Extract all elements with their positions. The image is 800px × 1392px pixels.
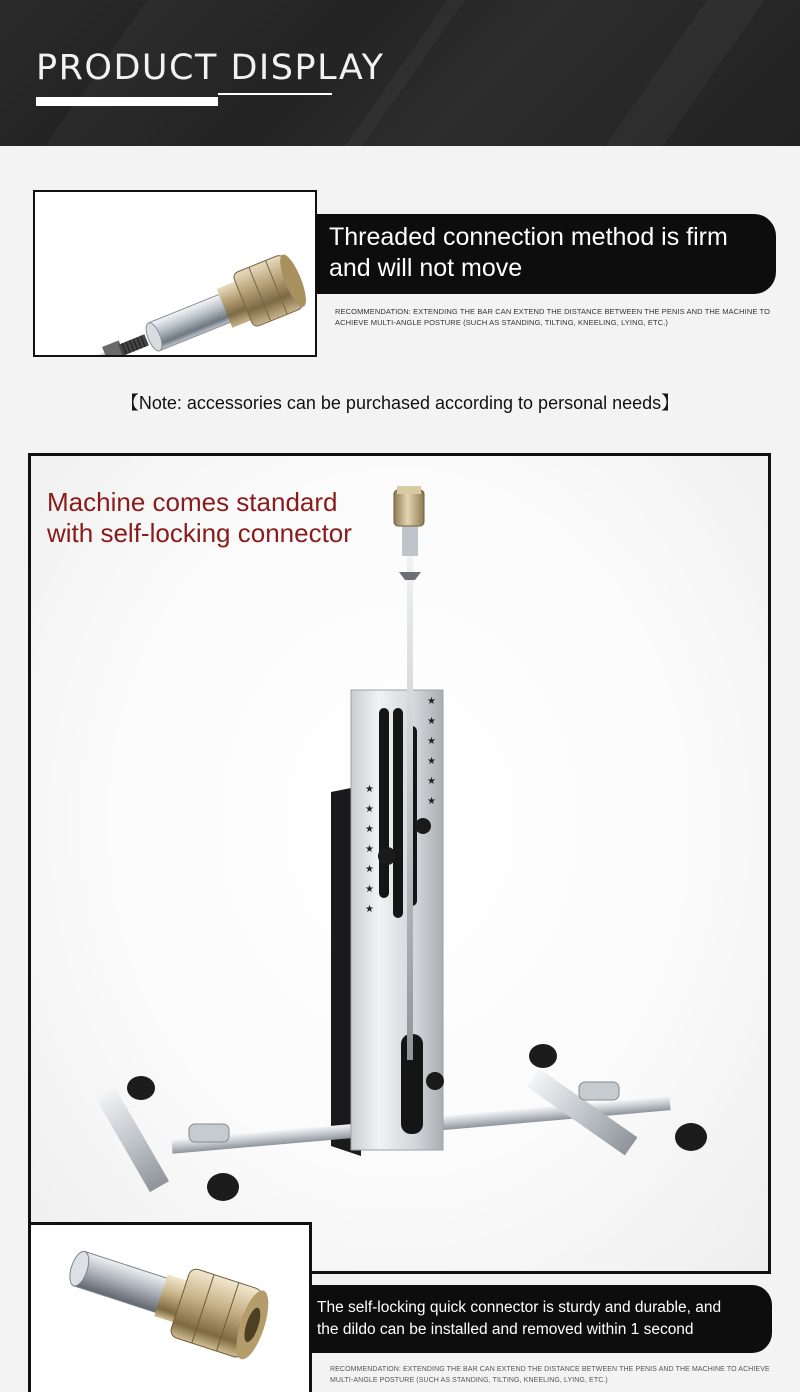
threaded-connector-illustration [35, 192, 315, 355]
self-locking-connector-illustration [31, 1225, 309, 1392]
machine-illustration [31, 456, 768, 1271]
svg-text:★: ★ [427, 696, 436, 707]
caption-line1: The self-locking quick connector is sturdy and durable, and [317, 1299, 722, 1316]
svg-text:★: ★ [365, 804, 374, 815]
caption-line2: the dildo can be installed and removed within 1 second [317, 1321, 694, 1338]
svg-text:★: ★ [365, 904, 374, 915]
threaded-connection-banner [316, 214, 776, 294]
svg-text:★: ★ [427, 716, 436, 727]
recommendation-text-bottom [330, 1365, 770, 1386]
self-locking-connector-photo [28, 1222, 312, 1392]
svg-text:★: ★ [365, 884, 374, 895]
svg-text:★: ★ [365, 844, 374, 855]
svg-text:★: ★ [427, 776, 436, 787]
machine-photo-frame [28, 453, 771, 1274]
svg-text:★: ★ [365, 824, 374, 835]
title-underline-thin [218, 93, 332, 95]
standard-connector-title-line2: with self-locking connector [47, 518, 352, 548]
svg-text:★: ★ [427, 756, 436, 767]
standard-connector-title-line1: Machine comes standard [47, 487, 338, 517]
title-underline [36, 97, 218, 106]
page-title: PRODUCT DISPLAY [36, 48, 385, 88]
banner-heading-line1: Threaded connection method is firm [329, 223, 728, 251]
recommendation-text [335, 306, 770, 328]
svg-text:★: ★ [427, 736, 436, 747]
recommendation-line1: RECOMMENDATION: EXTENDING THE BAR CAN EXTEND THE DISTANCE BETWEEN THE PENIS AND THE MACHINE TO [335, 307, 771, 316]
page-header [0, 0, 800, 146]
recommendation-line2: ACHIEVE MULTI-ANGLE POSTURE (SUCH AS STANDING, TILTING, KNEELING, LYING, ETC.) [335, 318, 668, 327]
svg-text:★: ★ [365, 864, 374, 875]
standard-connector-title [47, 487, 352, 549]
accessories-note: 【Note: accessories can be purchased according to personal needs】 [120, 393, 680, 413]
banner-heading-line2: and will not move [329, 254, 523, 282]
svg-text:★: ★ [427, 796, 436, 807]
recommendation-bottom-line2: MULTI-ANGLE POSTURE (SUCH AS STANDING, TILTING, KNEELING, LYING, ETC.) [330, 1376, 608, 1384]
self-locking-connector-banner [310, 1285, 772, 1353]
svg-text:★: ★ [365, 784, 374, 795]
recommendation-bottom-line1: RECOMMENDATION: EXTENDING THE BAR CAN EXTEND THE DISTANCE BETWEEN THE PENIS AND THE MACHINE TO ACHIEVE [330, 1366, 770, 1373]
threaded-connector-photo [33, 190, 317, 357]
